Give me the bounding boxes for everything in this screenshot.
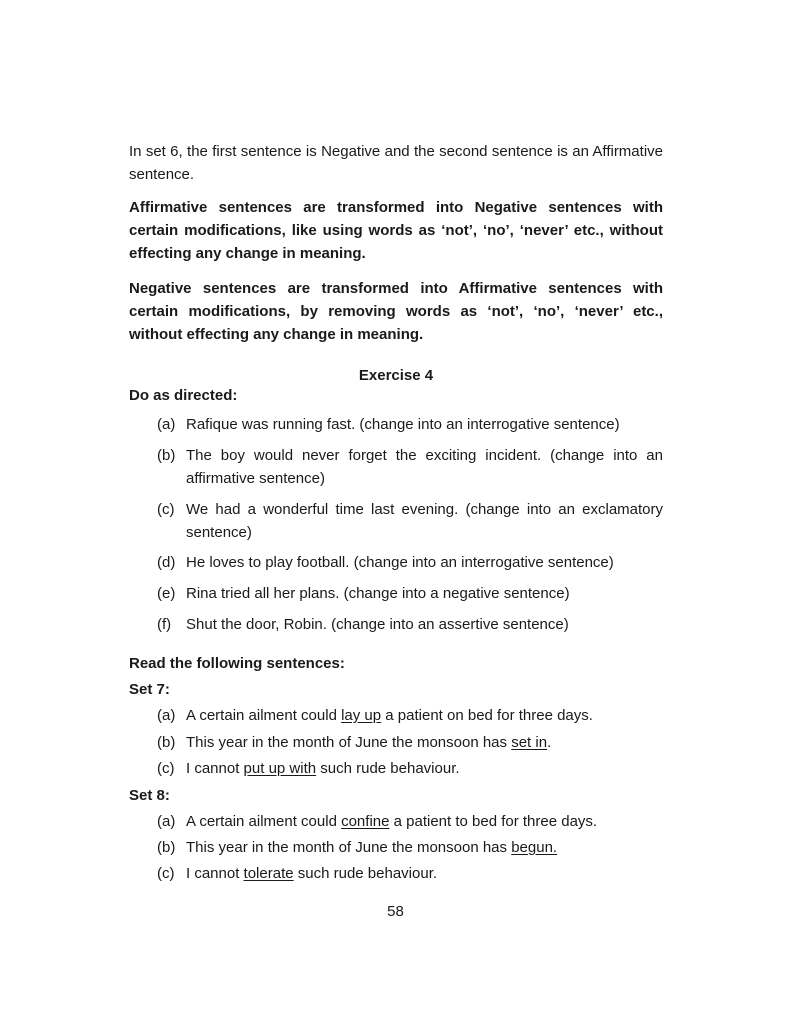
set8-title: Set 8: (129, 787, 170, 804)
item-label: (b) (157, 734, 176, 751)
item-text: Rina tried all her plans. (change into a negative sentence) (186, 585, 570, 602)
read-heading: Read the following sentences: (129, 655, 345, 672)
underlined-phrase: lay up (341, 707, 382, 724)
item-text: He loves to play football. (change into an interrogative sentence) (186, 554, 614, 571)
item-text: A certain ailment could lay up a patient on bed for three days. (186, 707, 593, 724)
exercise-title: Exercise 4 (358, 367, 434, 384)
item-label: (a) (157, 707, 176, 724)
item-text: This year in the month of June the monsoon has begun. (186, 839, 558, 856)
underlined-phrase: tolerate (243, 865, 294, 882)
intro-paragraph: In set 6, the first sentence is Negative and the second sentence is an Affirmative sentence. (129, 143, 663, 183)
item-label: (b) (157, 839, 176, 856)
item-label: (a) (157, 416, 176, 433)
item-text: I cannot tolerate such rude behaviour. (186, 865, 438, 882)
negative-rule-paragraph: Negative sentences are transformed into Affirmative sentences with certain modifications, by removing words as ‘not’, ‘no’, ‘never’ etc., without effecting any change in meaning. (129, 280, 663, 343)
item-label: (c) (157, 501, 175, 518)
underlined-phrase: set in (511, 734, 548, 751)
item-label: (e) (157, 585, 176, 602)
set7-title: Set 7: (129, 681, 170, 698)
item-text: We had a wonderful time last evening. (change into an exclamatory sentence) (186, 501, 663, 541)
item-label: (d) (157, 554, 176, 571)
item-text: This year in the month of June the monsoon has set in. (186, 734, 552, 751)
item-label: (f) (157, 616, 172, 633)
underlined-phrase: put up with (243, 760, 317, 777)
underlined-phrase: begun. (511, 839, 558, 856)
underlined-phrase: confine (341, 813, 390, 830)
item-label: (a) (157, 813, 176, 830)
item-label: (c) (157, 865, 175, 882)
item-text: Shut the door, Robin. (change into an assertive sentence) (186, 616, 569, 633)
item-label: (b) (157, 447, 176, 464)
item-label: (c) (157, 760, 175, 777)
item-text: I cannot put up with such rude behaviour. (186, 760, 460, 777)
item-text: The boy would never forget the exciting incident. (change into an affirmative sentence) (186, 447, 663, 487)
item-text: Rafique was running fast. (change into an interrogative sentence) (186, 416, 620, 433)
affirmative-rule-paragraph: Affirmative sentences are transformed into Negative sentences with certain modifications, like using words as ‘not’, ‘no’, ‘never’ etc., without effecting any change in meaning. (129, 199, 663, 262)
page-number: 58 (387, 903, 404, 920)
exercise-direction: Do as directed: (129, 387, 238, 404)
item-text: A certain ailment could confine a patient to bed for three days. (186, 813, 598, 830)
